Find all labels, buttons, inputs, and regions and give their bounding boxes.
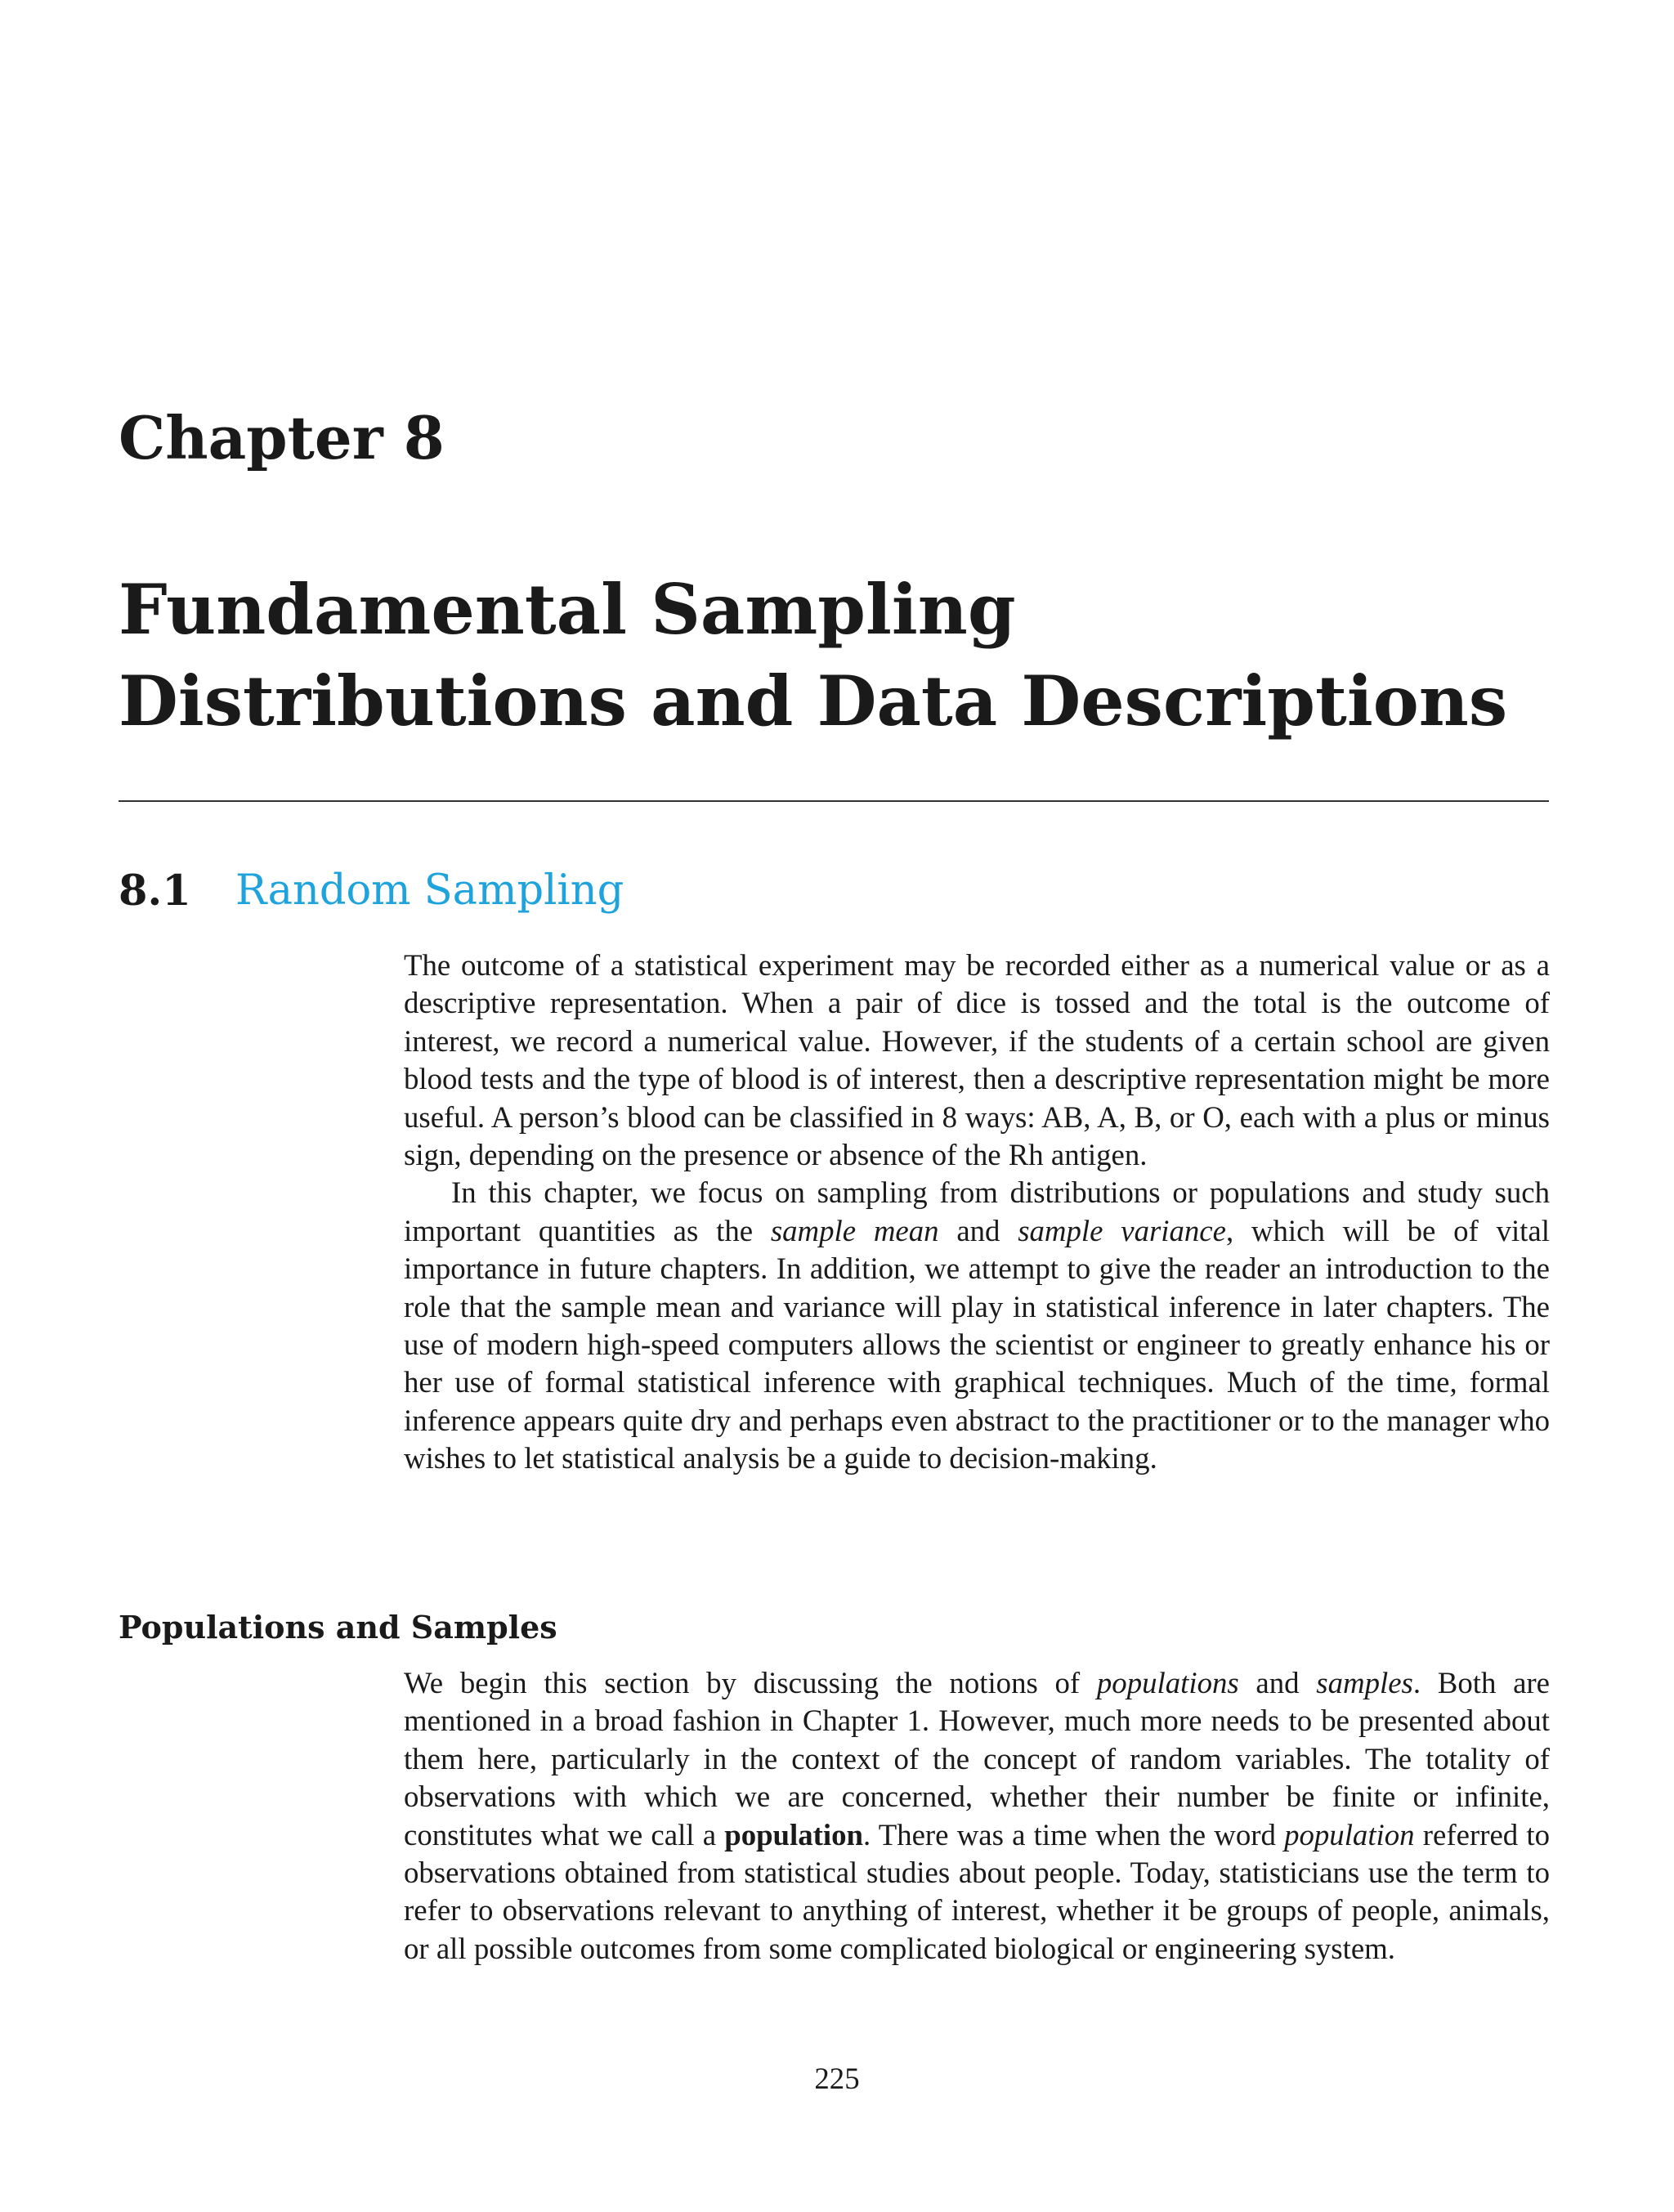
paragraph-3-text-i: referred to observations obtained from statistical studies about people. Today, statisticians use the term to refer to observations relevant to anything of interest, whether it be groups of people, animals, or all possible outcomes from some complicated biological or engineering system. bbox=[404, 1817, 1550, 1965]
paragraph-2 bbox=[404, 1174, 1550, 1477]
paragraph-3-text-e: . Both are mentioned in a broad fashion in Chapter 1. However, much more needs to be presented about them here, particularly in the context of the concept of random variables. The totality of observations with which we are concerned, whether their number be finite or infinite, constitutes what we call a bbox=[404, 1666, 1550, 1852]
page-number: 225 bbox=[814, 2062, 860, 2095]
term-samples: samples bbox=[1316, 1666, 1413, 1699]
paragraph-2-text-a: In this chapter, we focus on sampling from distributions or populations and study such important quantities as the bbox=[404, 1175, 1550, 1247]
term-populations: populations bbox=[1096, 1666, 1239, 1699]
paragraph-3-text-g: . There was a time when the word bbox=[863, 1817, 1285, 1852]
chapter-divider-rule bbox=[119, 800, 1549, 802]
paragraph-2-text-e: , which will be of vital importance in future chapters. In addition, we attempt to give the reader an introduction to the role that the sample mean and variance will play in statistical inference in later chapters. The use of modern high-speed computers allows the scientist or engineer to greatly enhance his or her use of formal statistical inference with graphical techniques. Much of the time, formal inference appears quite dry and perhaps even abstract to the practitioner or to the manager who wishes to let statistical analysis be a guide to decision-making. bbox=[404, 1213, 1550, 1475]
chapter-title-line-1: Fundamental Sampling bbox=[119, 569, 1016, 650]
paragraph-1: The outcome of a statistical experiment may be recorded either as a numerical value or as a descriptive representation. When a pair of dice is tossed and the total is the outcome of interest, we record a numerical value. However, if the students of a certain school are given blood tests and the type of blood is of interest, then a descriptive representation might be more useful. A person’s blood can be classified in 8 ways: AB, A, B, or O, each with a plus or minus sign, depending on the presence or absence of the Rh antigen. bbox=[404, 948, 1550, 1172]
section-number: 8.1 bbox=[119, 866, 191, 916]
section-title: Random Sampling bbox=[235, 866, 624, 915]
term-sample-variance: sample variance bbox=[1018, 1213, 1226, 1247]
chapter-title-line-2: Distributions and Data Descriptions bbox=[119, 660, 1508, 741]
section-heading bbox=[119, 863, 624, 919]
paragraph-3-text-c: and bbox=[1238, 1666, 1317, 1699]
term-population-bold: population bbox=[724, 1817, 863, 1852]
paragraph-3-text-a: We begin this section by discussing the notions of bbox=[404, 1666, 1097, 1699]
subsection-heading: Populations and Samples bbox=[119, 1609, 557, 1646]
section-body bbox=[404, 947, 1550, 1478]
subsection-body bbox=[404, 1664, 1550, 1968]
paragraph-3 bbox=[404, 1664, 1550, 1968]
term-population-italic: population bbox=[1284, 1817, 1415, 1852]
chapter-title bbox=[119, 564, 1573, 747]
term-sample-mean: sample mean bbox=[770, 1213, 939, 1247]
chapter-label: Chapter 8 bbox=[119, 403, 445, 472]
paragraph-2-text-c: and bbox=[938, 1213, 1018, 1247]
